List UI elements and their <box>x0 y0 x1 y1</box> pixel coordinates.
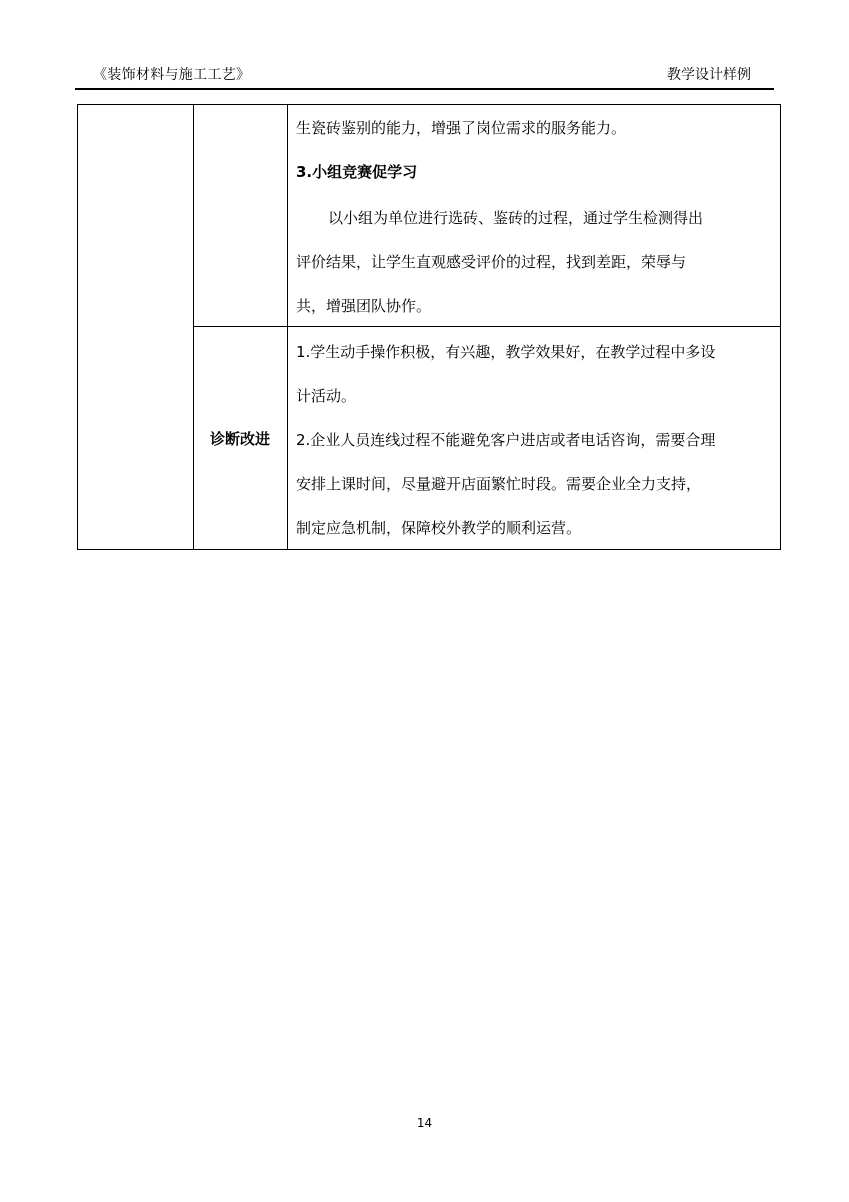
table-border-right <box>780 104 781 550</box>
row2-text-line: 安排上课时间，尽量避开店面繁忙时段。需要企业全力支持， <box>296 475 702 493</box>
row1-text-line: 评价结果，让学生直观感受评价的过程，找到差距，荣辱与 <box>296 253 687 271</box>
row2-text-line: 2.企业人员连线过程不能避免客户进店或者电话咨询，需要合理 <box>296 431 716 449</box>
row2-text-line: 1.学生动手操作积极，有兴趣，教学效果好，在教学过程中多设 <box>296 343 716 361</box>
row1-heading: 3.小组竞赛促学习 <box>296 163 418 181</box>
diagnosis-improvement-label: 诊断改进 <box>209 430 270 448</box>
row1-text-line: 共，增强团队协作。 <box>296 297 432 315</box>
table-border-left <box>77 104 78 550</box>
header-book-title: 《装饰材料与施工工艺》 <box>93 67 251 83</box>
table-column-divider-1 <box>193 104 194 550</box>
table-border-top <box>77 104 781 105</box>
row1-text-line: 生瓷砖鉴别的能力，增强了岗位需求的服务能力。 <box>296 119 627 137</box>
header-divider <box>75 88 774 90</box>
table-row-divider <box>193 326 781 327</box>
header-section-title: 教学设计样例 <box>667 67 751 83</box>
row1-text-line: 以小组为单位进行选砖、鉴砖的过程，通过学生检测得出 <box>328 209 704 227</box>
page-number: 14 <box>416 1116 433 1130</box>
row2-text-line: 制定应急机制，保障校外教学的顺利运营。 <box>296 519 582 537</box>
row2-text-line: 计活动。 <box>296 387 357 405</box>
table-border-bottom <box>77 549 781 550</box>
table-column-divider-2 <box>287 104 288 550</box>
